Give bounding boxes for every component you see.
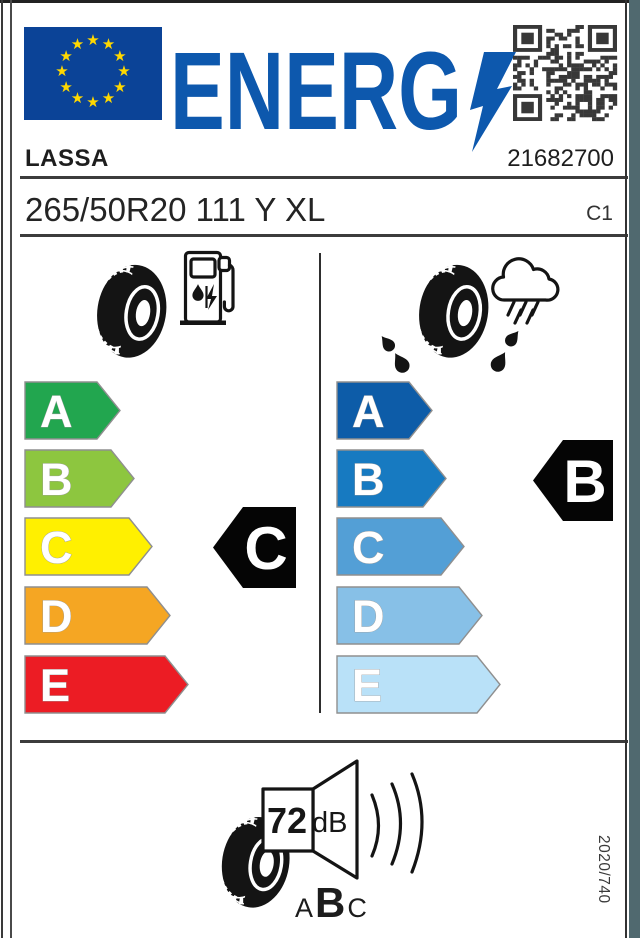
eu-star-icon: ★ — [101, 89, 116, 107]
grade-letter-E: E — [40, 660, 71, 711]
eu-star-icon: ★ — [117, 63, 131, 80]
wet-grip-scale — [337, 382, 500, 713]
divider-rule — [20, 740, 628, 743]
fuel-efficiency-scale — [25, 382, 188, 713]
top-border — [0, 0, 640, 3]
left-inner-border — [10, 0, 12, 938]
column-divider — [319, 253, 321, 713]
eu-star-icon: ★ — [55, 63, 69, 80]
eu-star-icon: ★ — [59, 78, 73, 96]
eu-star-icon: ★ — [86, 94, 100, 111]
eu-star-icon: ★ — [113, 78, 127, 96]
tire-icon — [84, 259, 172, 363]
fuel-pump-icon — [180, 253, 233, 326]
grade-letter-B: B — [40, 454, 73, 505]
noise-value: 72 — [267, 800, 308, 841]
eu-star-icon: ★ — [101, 36, 116, 54]
noise-class-row — [295, 879, 367, 927]
fuel-rating-letter: C — [244, 515, 288, 582]
wet-grip-rating-arrow — [533, 440, 613, 521]
lightning-bolt-icon — [470, 52, 516, 152]
noise-unit: dB — [312, 807, 348, 839]
divider-rule — [20, 176, 628, 179]
tire-class: C1 — [586, 202, 613, 225]
eu-flag — [24, 27, 162, 120]
sound-wave-icon — [372, 774, 422, 872]
noise-class-c: C — [347, 893, 367, 923]
qr-code — [513, 25, 617, 121]
grade-letter-D: D — [352, 591, 385, 642]
eu-star-icon: ★ — [70, 89, 85, 107]
side-accent-band — [629, 0, 640, 938]
wet-grip-rating-letter: B — [563, 448, 607, 515]
divider-rule — [20, 234, 628, 237]
eu-star-icon: ★ — [86, 32, 100, 49]
grade-letter-D: D — [40, 591, 73, 642]
eu-star-icon: ★ — [70, 36, 85, 54]
noise-class-a: A — [295, 893, 314, 923]
tire-designation: 265/50R20 111 Y XL — [25, 191, 326, 228]
grade-letter-C: C — [40, 522, 73, 573]
regulation-number: 2020/740 — [595, 835, 612, 904]
rain-cloud-icon — [493, 259, 558, 323]
fuel-rating-arrow — [213, 507, 296, 588]
grade-letter-A: A — [40, 386, 73, 437]
tire-icon — [406, 259, 494, 363]
left-border — [1, 0, 3, 938]
grade-letter-B: B — [352, 454, 385, 505]
energ-wordmark: ENERG — [170, 30, 462, 153]
product-code: 21682700 — [507, 145, 614, 172]
grade-letter-E: E — [352, 660, 383, 711]
brand-name: LASSA — [25, 145, 109, 172]
noise-class-b-highlighted: B — [315, 879, 346, 926]
eu-star-icon: ★ — [59, 47, 73, 65]
eu-star-icon: ★ — [113, 47, 127, 65]
grade-letter-A: A — [352, 386, 385, 437]
grade-letter-C: C — [352, 522, 385, 573]
right-border — [625, 0, 627, 938]
